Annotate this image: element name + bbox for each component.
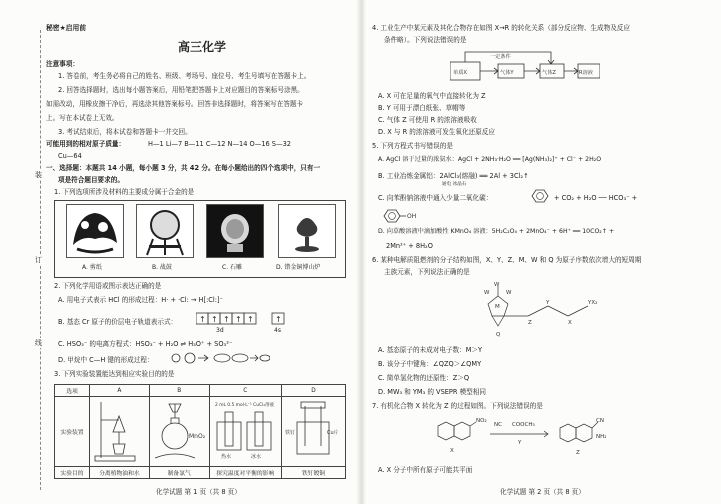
q2-option-a: A. 用电子式表示 HCl 的形成过程：H· + ·Cl: → H[:Cl:]⁻ <box>58 296 224 304</box>
atomic-mass-label: 可能用到的相对原子质量： <box>46 140 126 148</box>
q1-option-a: A. 剪纸 <box>82 264 102 271</box>
svg-text:W: W <box>484 290 490 296</box>
svg-text:↑: ↑ <box>235 315 242 324</box>
q2-stem: 2. 下列化学用语或图示表达正确的是 <box>54 282 162 290</box>
svg-text:↑: ↑ <box>247 315 254 324</box>
q3-header-d: D <box>281 385 345 397</box>
q7-label-x: X <box>450 448 454 454</box>
svg-text:W: W <box>506 290 512 296</box>
q4-node-x: 单质X <box>453 70 467 76</box>
notice-item-2c: 上。写在本试卷上无效。 <box>46 114 119 122</box>
svg-text:NH₂: NH₂ <box>596 434 607 440</box>
q3-b-reagent: MnO₂ <box>189 432 206 440</box>
svg-text:↑: ↑ <box>223 315 230 324</box>
svg-text:↑: ↑ <box>199 315 206 324</box>
margin-char-zhuang: 装 <box>35 171 42 179</box>
q1-option-c: C. 石雕 <box>222 264 243 271</box>
q3-header-a: A <box>90 385 150 397</box>
q4-node-r: R溶液 <box>579 70 593 76</box>
q3-stem: 3. 下列实验装置能达到相应实验目的的是 <box>54 370 175 378</box>
q4-stem-1: 4. 工业生产中某元素及其化合物存在如图 X→R 的转化关系（部分反应物、生成物及反应 <box>372 24 630 32</box>
q7-label-z: Z <box>576 450 580 456</box>
bronze-censer-image <box>278 204 336 258</box>
notice-item-1: 1. 答卷前，考生务必将自己的姓名、班级、考场号、座位号、考生号填写在答题卡上。 <box>58 72 311 80</box>
atomic-mass-values: H—1 Li—7 B—11 C—12 N—14 O—16 S—32 <box>148 140 291 148</box>
q2-option-d: D. 甲烷中 C—H 键的形成过程： <box>58 356 154 364</box>
svg-text:NC: NC <box>494 422 502 428</box>
secret-label: 秘密★启用前 <box>46 24 87 32</box>
ch-bond-diagram <box>170 352 270 364</box>
q3-c-cold: 冰水 <box>251 453 262 460</box>
q4-condition: 一定条件 <box>490 54 511 60</box>
svg-text:OH: OH <box>407 213 417 220</box>
q3-row-device-label: 实验装置 <box>55 397 90 467</box>
q4-option-c: C. 气体 Z 可使用 R 的浓溶液吸收 <box>378 116 477 124</box>
orbital-diagram <box>196 312 292 326</box>
q5-stem: 5. 下列方程式书写错误的是 <box>372 142 453 150</box>
orbital-label-4s: 4s <box>274 327 281 334</box>
notice-heading: 注意事项： <box>46 60 79 68</box>
notice-item-3: 3. 考试结束后，将本试卷和答题卡一并交回。 <box>58 128 192 136</box>
q6-stem-1: 6. 某种电解质阻燃剂的分子结构如图，X、Y、Z、M、W 和 Q 为原子序数依次增大的短周期 <box>372 256 642 264</box>
q6-option-b: B. 该分子中键角：∠QZQ＞∠QMY <box>378 360 482 368</box>
q1-option-d: D. 错金铜博山炉 <box>276 264 321 271</box>
section-1-line-1: 一、选择题：本题共 14 小题，每小题 3 分，共 42 分。在每小题给出的四个选项中，只有一 <box>46 164 321 172</box>
phenoxide-structure <box>528 186 552 206</box>
war-drum-image <box>136 204 194 258</box>
svg-text:X: X <box>568 320 572 326</box>
q4-node-y: 气体Y <box>500 70 514 76</box>
q1-option-b: B. 战鼓 <box>152 264 172 271</box>
svg-text:Q: Q <box>496 332 501 338</box>
q3-header-option: 选项 <box>55 385 90 397</box>
footer-left: 化学试题 第 1 页（共 8 页） <box>156 488 241 496</box>
q3-d-cu: Cu片 <box>327 429 340 436</box>
page-fold <box>356 0 366 504</box>
q5-b-condition: 通电 冰晶石 <box>442 182 467 187</box>
svg-text:NO₂: NO₂ <box>476 418 487 424</box>
q6-structure <box>468 280 628 346</box>
q5-option-c: C. 向苯酚钠溶液中通入少量二氧化碳： <box>378 194 493 202</box>
notice-item-2: 2. 回答选择题时，选出每小题答案后，用铅笔把答题卡上对应题目的答案标号涂黑。 <box>58 86 304 94</box>
q5-option-b: B. 工业冶炼金属铝：2AlCl₃(熔融) ══ 2Al + 3Cl₂↑ <box>378 172 529 180</box>
notice-item-2b: 如需改动，用橡皮擦干净后，再选涂其他答案标号。回答非选择题时，将答案写在答题卡 <box>46 100 304 108</box>
q7-stem: 7. 有机化合物 X 转化为 Z 的过程如图。下列说法错误的是 <box>372 402 543 410</box>
q3-device-a <box>90 397 150 467</box>
q5-option-d-1: D. 向草酸溶液中滴加酸性 KMnO₄ 溶液：5H₂C₂O₄ + 2MnO₄⁻ + 6H⁺ ══ 10CO₂↑ + <box>378 228 615 235</box>
q3-header-c: C <box>209 385 281 397</box>
atomic-mass-values-2: Cu—64 <box>58 152 82 160</box>
q4-flow-diagram <box>450 48 600 88</box>
stone-carving-image <box>206 204 264 258</box>
footer-right: 化学试题 第 2 页（共 8 页） <box>500 488 585 496</box>
svg-text:YX₂: YX₂ <box>588 300 598 306</box>
margin-char-ding: 订 <box>35 256 42 264</box>
q5-option-c-rest: + CO₂ + H₂O ── HCO₃⁻ + <box>554 194 638 202</box>
q4-option-a: A. X 可在足量的氧气中直接转化为 Z <box>378 92 486 100</box>
svg-text:COOCH₃: COOCH₃ <box>512 422 535 428</box>
q4-option-b: B. Y 可用于漂白纸张、草帽等 <box>378 104 466 112</box>
q4-node-z: 气体Z <box>542 70 556 76</box>
q2-option-c: C. HSO₃⁻ 的电离方程式：HSO₃⁻ + H₂O ⇌ H₃O⁺ + SO₃²⁻ <box>58 340 233 348</box>
orbital-label-3d: 3d <box>216 327 224 334</box>
phenol-structure <box>382 206 422 224</box>
q3-row-purpose-label: 实验目的 <box>55 467 90 479</box>
q3-purpose-d: 铁钉镀铜 <box>281 467 345 479</box>
q4-option-d: D. X 与 R 的浓溶液可发生氧化还原反应 <box>378 128 495 136</box>
svg-text:W: W <box>494 282 500 288</box>
q3-purpose-a: 分离植物油和水 <box>90 467 150 479</box>
q3-device-d <box>281 397 345 467</box>
q7-option-a: A. X 分子中所有原子可能共平面 <box>378 466 473 474</box>
q3-purpose-b: 制备氯气 <box>149 467 209 479</box>
paper-cut-image <box>66 204 124 258</box>
page-title: 高三化学 <box>178 40 227 54</box>
q3-c-reagent: 2 mL 0.5 mol·L⁻¹ CuCl₂溶液 <box>215 402 275 408</box>
q3-device-c <box>209 397 281 467</box>
q7-reaction <box>430 412 620 462</box>
q6-option-a: A. 基态原子的未成对电子数：M＞Y <box>378 346 483 354</box>
q2-option-b: B. 基态 Cr 原子的价层电子轨道表示式： <box>58 318 178 326</box>
svg-text:CN: CN <box>596 418 604 424</box>
svg-text:M: M <box>495 304 500 310</box>
q5-option-d-2: 2Mn²⁺ + 8H₂O <box>386 242 433 250</box>
q7-label-y: Y <box>518 440 522 446</box>
svg-text:Z: Z <box>528 320 532 326</box>
q3-d-iron: 铁钉 <box>285 429 296 436</box>
section-1-line-2: 项是符合题目要求的。 <box>58 176 124 184</box>
q3-device-b <box>149 397 209 467</box>
q6-option-c: C. 简单氢化物的还原性：Z＞Q <box>378 374 470 382</box>
q5-option-a: A. AgCl 溶于过量的浓氨水：AgCl + 2NH₃·H₂O ══ [Ag(NH₃)₂]⁺ + Cl⁻ + 2H₂O <box>378 156 602 163</box>
q3-table <box>54 384 346 479</box>
q1-stem: 1. 下列选项所涉及材料的主要成分属于合金的是 <box>54 188 195 196</box>
margin-char-xian: 线 <box>35 339 42 347</box>
q6-stem-2: 主族元素，下列说法正确的是 <box>384 268 470 276</box>
svg-text:↑: ↑ <box>211 315 218 324</box>
q3-header-b: B <box>149 385 209 397</box>
svg-text:Y: Y <box>546 300 550 306</box>
q4-stem-2: 条件略）。下列说法错误的是 <box>384 36 467 44</box>
q6-option-d: D. MW₃ 和 YM₃ 的 VSEPR 模型相同 <box>378 388 486 396</box>
svg-text:↑: ↑ <box>275 315 282 324</box>
q3-c-hot: 热水 <box>221 453 232 460</box>
q3-purpose-c: 探究温度对平衡的影响 <box>209 467 281 479</box>
